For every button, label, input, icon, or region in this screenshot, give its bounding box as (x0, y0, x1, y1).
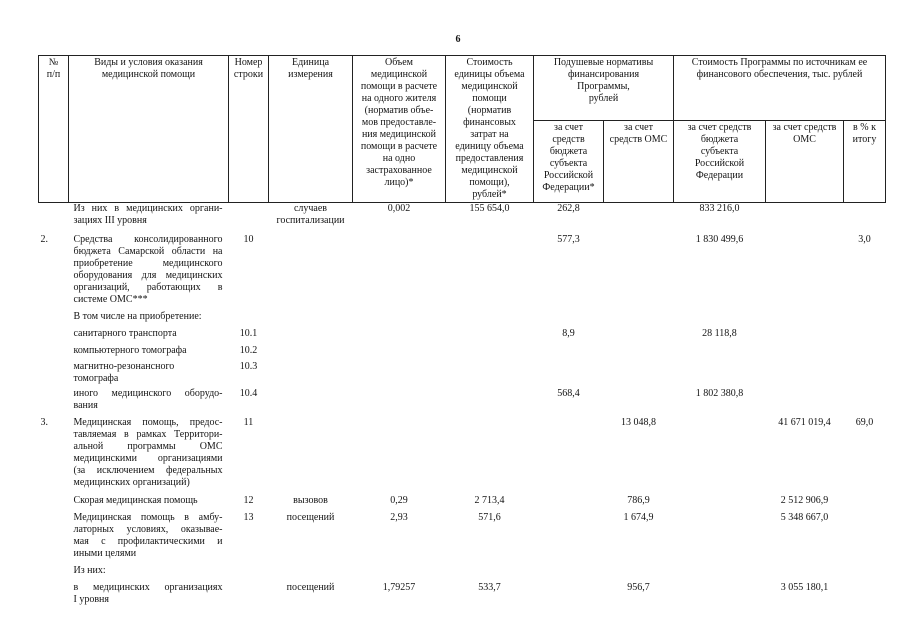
text-line: I уровня (73, 593, 110, 605)
cell-volume: 0,002 (387, 203, 411, 214)
cell-per-capita-budget (534, 417, 604, 495)
cell-volume (353, 388, 446, 417)
text-line: Средства консолидированного (73, 233, 223, 245)
cell-per-capita-oms (604, 361, 674, 388)
cell-name (69, 203, 229, 234)
cell-num (39, 582, 69, 612)
cell-volume (353, 565, 446, 582)
header-program-cost-percent: в % к итогу (844, 121, 886, 203)
header-program-cost-group: Стоимость Программы по источникам ее финансового обеспечения, тыс. рублей (674, 56, 886, 121)
cell-unit-cost (446, 361, 534, 388)
text-line: альной программы ОМС (73, 440, 223, 452)
cell-cost-percent (844, 203, 886, 234)
cell-cost-oms: 3 055 180,1 (780, 581, 829, 593)
cell-unit (269, 234, 353, 311)
cell-cost-budget: 833 216,0 (699, 203, 740, 214)
cell-cost-budget (674, 582, 766, 612)
text-line: тавляемая в рамках Территори- (73, 428, 223, 440)
cell-per-capita-oms (604, 565, 674, 582)
cell-unit-cost (446, 417, 534, 495)
cell-cost-percent (844, 582, 886, 612)
table-row (39, 417, 886, 495)
program-cost-table (38, 55, 886, 612)
header-program-cost-budget: за счет средств бюджета субъекта Российской Федерации (674, 121, 766, 203)
cell-name (69, 234, 229, 311)
text-line: латорных условиях, оказывае- (73, 523, 223, 535)
header-volume: Объем медицинской помощи в расчете на одного жителя (норматив объе- мов предоставле- ния медицинской помощи в расчете на одно застрахованное лицо)* (353, 56, 446, 203)
text-line: иными целями (73, 547, 137, 559)
table-row (39, 495, 886, 512)
cell-per-capita-oms: 1 674,9 (623, 511, 654, 523)
cell-num: 3. (40, 416, 48, 428)
cell-unit: посещений (286, 511, 335, 523)
cell-unit (269, 345, 353, 361)
cell-name (69, 328, 229, 345)
text-line: компьютерного томографа (73, 344, 187, 356)
cell-cost-percent (844, 565, 886, 582)
table-row (39, 361, 886, 388)
cell-unit (269, 388, 353, 417)
table-row (39, 512, 886, 565)
cell-per-capita-budget (534, 495, 604, 512)
cell-cost-budget (674, 512, 766, 565)
text-line: магнитно-резонансного (73, 360, 175, 372)
text-line: Из них в медицинских органи- (73, 203, 223, 214)
cell-cost-budget (674, 361, 766, 388)
cell-unit (269, 328, 353, 345)
cell-name (69, 311, 229, 328)
cell-line (229, 582, 269, 612)
table-row (39, 565, 886, 582)
cell-unit: вызовов (293, 494, 328, 506)
cell-unit-cost: 533,7 (478, 581, 501, 593)
cell-volume: 1,79257 (382, 581, 416, 593)
cell-name (69, 345, 229, 361)
cell-cost-budget: 1 830 499,6 (695, 233, 744, 245)
cell-unit-cost (446, 328, 534, 345)
cell-cost-oms (766, 388, 844, 417)
cell-volume (353, 234, 446, 311)
page-number: 6 (455, 34, 461, 45)
cell-num (39, 361, 69, 388)
cell-unit-cost (446, 345, 534, 361)
cell-per-capita-oms (604, 234, 674, 311)
text-line: мая с профилактическими и (73, 535, 223, 547)
cell-per-capita-budget: 568,4 (557, 387, 580, 399)
cell-num (39, 311, 69, 328)
text-line: Медицинская помощь в амбу- (73, 511, 223, 523)
cell-cost-oms: 2 512 906,9 (780, 494, 829, 506)
text-line: Из них: (73, 564, 106, 576)
cell-num (39, 565, 69, 582)
header-unit: Единица измерения (269, 56, 353, 203)
cell-volume (353, 361, 446, 388)
cell-cost-budget (674, 345, 766, 361)
cell-unit-cost: 155 654,0 (469, 203, 510, 214)
header-service-type: Виды и условия оказания медицинской помощи (69, 56, 229, 203)
cell-line: 10.4 (239, 387, 258, 399)
cell-num: 2. (40, 233, 48, 245)
header-unit-cost: Стоимость единицы объема медицинской помощи (норматив финансовых затрат на единицу объема предоставления медицинской помощи), рублей* (446, 56, 534, 203)
cell-name (69, 582, 229, 612)
cell-line (229, 565, 269, 582)
cell-line: 10.3 (239, 360, 258, 372)
cell-unit: посещений (286, 581, 335, 593)
cell-cost-percent (844, 388, 886, 417)
cell-line: 10.2 (239, 344, 258, 356)
cell-volume (353, 417, 446, 495)
cell-cost-oms: 5 348 667,0 (780, 511, 829, 523)
table-row (39, 388, 886, 417)
cell-line (229, 203, 269, 234)
cell-cost-budget (674, 417, 766, 495)
cell-num (39, 495, 69, 512)
text-line: Медицинская помощь, предос- (73, 416, 223, 428)
cell-unit-cost: 571,6 (478, 511, 501, 523)
cell-per-capita-oms: 13 048,8 (621, 416, 656, 428)
cell-num (39, 328, 69, 345)
text-line: иного медицинского оборудо- (73, 387, 223, 399)
cell-volume: 0,29 (390, 494, 408, 506)
text-line: томографа (73, 372, 119, 384)
cell-cost-oms (766, 565, 844, 582)
cell-cost-percent (844, 328, 886, 345)
cell-unit (269, 565, 353, 582)
cell-per-capita-oms: 956,7 (627, 581, 650, 593)
cell-num (39, 203, 69, 234)
cell-per-capita-budget (534, 311, 604, 328)
cell-per-capita-budget (534, 361, 604, 388)
cell-per-capita-oms (604, 311, 674, 328)
cell-unit (269, 361, 353, 388)
cell-cost-budget (674, 565, 766, 582)
cell-cost-percent (844, 345, 886, 361)
cell-volume (353, 345, 446, 361)
text-line: организаций, работающих в (73, 281, 223, 293)
cell-cost-oms: 41 671 019,4 (778, 416, 831, 428)
text-line: вания (73, 399, 98, 411)
cell-num (39, 345, 69, 361)
text-line: приобретение медицинского (73, 257, 223, 269)
cell-cost-percent: 69,0 (855, 416, 874, 428)
text-line: в медицинских организациях (73, 581, 223, 593)
cell-unit (269, 417, 353, 495)
cell-cost-percent (844, 495, 886, 512)
cell-cost-percent (844, 512, 886, 565)
cell-cost-budget (674, 311, 766, 328)
text-line: (за исключением федеральных (73, 464, 223, 476)
table-row (39, 234, 886, 311)
cell-per-capita-budget (534, 565, 604, 582)
cell-unit: случаев госпитализации (276, 203, 345, 226)
cell-cost-budget: 1 802 380,8 (695, 387, 744, 399)
cell-cost-oms (766, 328, 844, 345)
cell-num (39, 388, 69, 417)
header-number: № п/п (39, 56, 69, 203)
text-line: В том числе на приобретение: (73, 310, 202, 322)
cell-per-capita-oms (604, 345, 674, 361)
cell-num (39, 512, 69, 565)
cell-line: 10 (243, 233, 254, 245)
cell-unit-cost (446, 388, 534, 417)
cell-per-capita-budget (534, 512, 604, 565)
cell-cost-budget (674, 495, 766, 512)
cell-per-capita-oms (604, 203, 674, 234)
cell-cost-percent (844, 361, 886, 388)
cell-cost-percent: 3,0 (858, 233, 871, 245)
cell-cost-oms (766, 203, 844, 234)
table-row (39, 203, 886, 234)
cell-line: 13 (243, 511, 254, 523)
header-per-capita-oms: за счет средств ОМС (604, 121, 674, 203)
cell-cost-oms (766, 311, 844, 328)
cell-volume (353, 328, 446, 345)
cell-cost-budget: 28 118,8 (702, 327, 737, 339)
cell-per-capita-oms (604, 388, 674, 417)
cell-volume (353, 311, 446, 328)
cell-name (69, 417, 229, 495)
cell-cost-percent (844, 311, 886, 328)
cell-name (69, 565, 229, 582)
cell-unit-cost: 2 713,4 (474, 494, 505, 506)
text-line: бюджета Самарской области на (73, 245, 223, 257)
header-row (39, 56, 886, 121)
cell-per-capita-budget: 8,9 (562, 327, 575, 339)
cell-line: 12 (243, 494, 254, 506)
cell-volume: 2,93 (390, 511, 408, 523)
cell-unit (269, 311, 353, 328)
cell-unit-cost (446, 311, 534, 328)
text-line: оборудования для медицинских (73, 269, 223, 281)
text-line: медицинских организаций) (73, 476, 190, 488)
cell-name (69, 512, 229, 565)
text-line: зациях III уровня (73, 215, 147, 226)
text-line: системе ОМС*** (73, 293, 148, 305)
cell-per-capita-budget: 577,3 (557, 233, 580, 245)
cell-per-capita-budget (534, 345, 604, 361)
header-per-capita-budget: за счет средств бюджета субъекта Российской Федерации* (534, 121, 604, 203)
cell-line (229, 311, 269, 328)
text-line: Скорая медицинская помощь (73, 494, 198, 506)
cell-per-capita-oms: 786,9 (627, 494, 650, 506)
header-line-number: Номер строки (229, 56, 269, 203)
table-row (39, 345, 886, 361)
cell-per-capita-budget: 262,8 (557, 203, 580, 214)
cell-per-capita-budget (534, 582, 604, 612)
text-line: санитарного транспорта (73, 327, 177, 339)
cell-cost-oms (766, 345, 844, 361)
table-row (39, 582, 886, 612)
text-line: медицинскими организациями (73, 452, 223, 464)
cell-name (69, 388, 229, 417)
cell-unit-cost (446, 234, 534, 311)
cell-unit-cost (446, 565, 534, 582)
cell-name (69, 495, 229, 512)
table-row (39, 328, 886, 345)
cell-cost-oms (766, 234, 844, 311)
header-program-cost-oms: за счет средств ОМС (766, 121, 844, 203)
cell-per-capita-oms (604, 328, 674, 345)
cell-line: 11 (243, 416, 254, 428)
cell-cost-oms (766, 361, 844, 388)
cell-name (69, 361, 229, 388)
header-per-capita-group: Подушевые нормативы финансирования Программы, рублей (534, 56, 674, 121)
table-row (39, 311, 886, 328)
cell-line: 10.1 (239, 327, 258, 339)
